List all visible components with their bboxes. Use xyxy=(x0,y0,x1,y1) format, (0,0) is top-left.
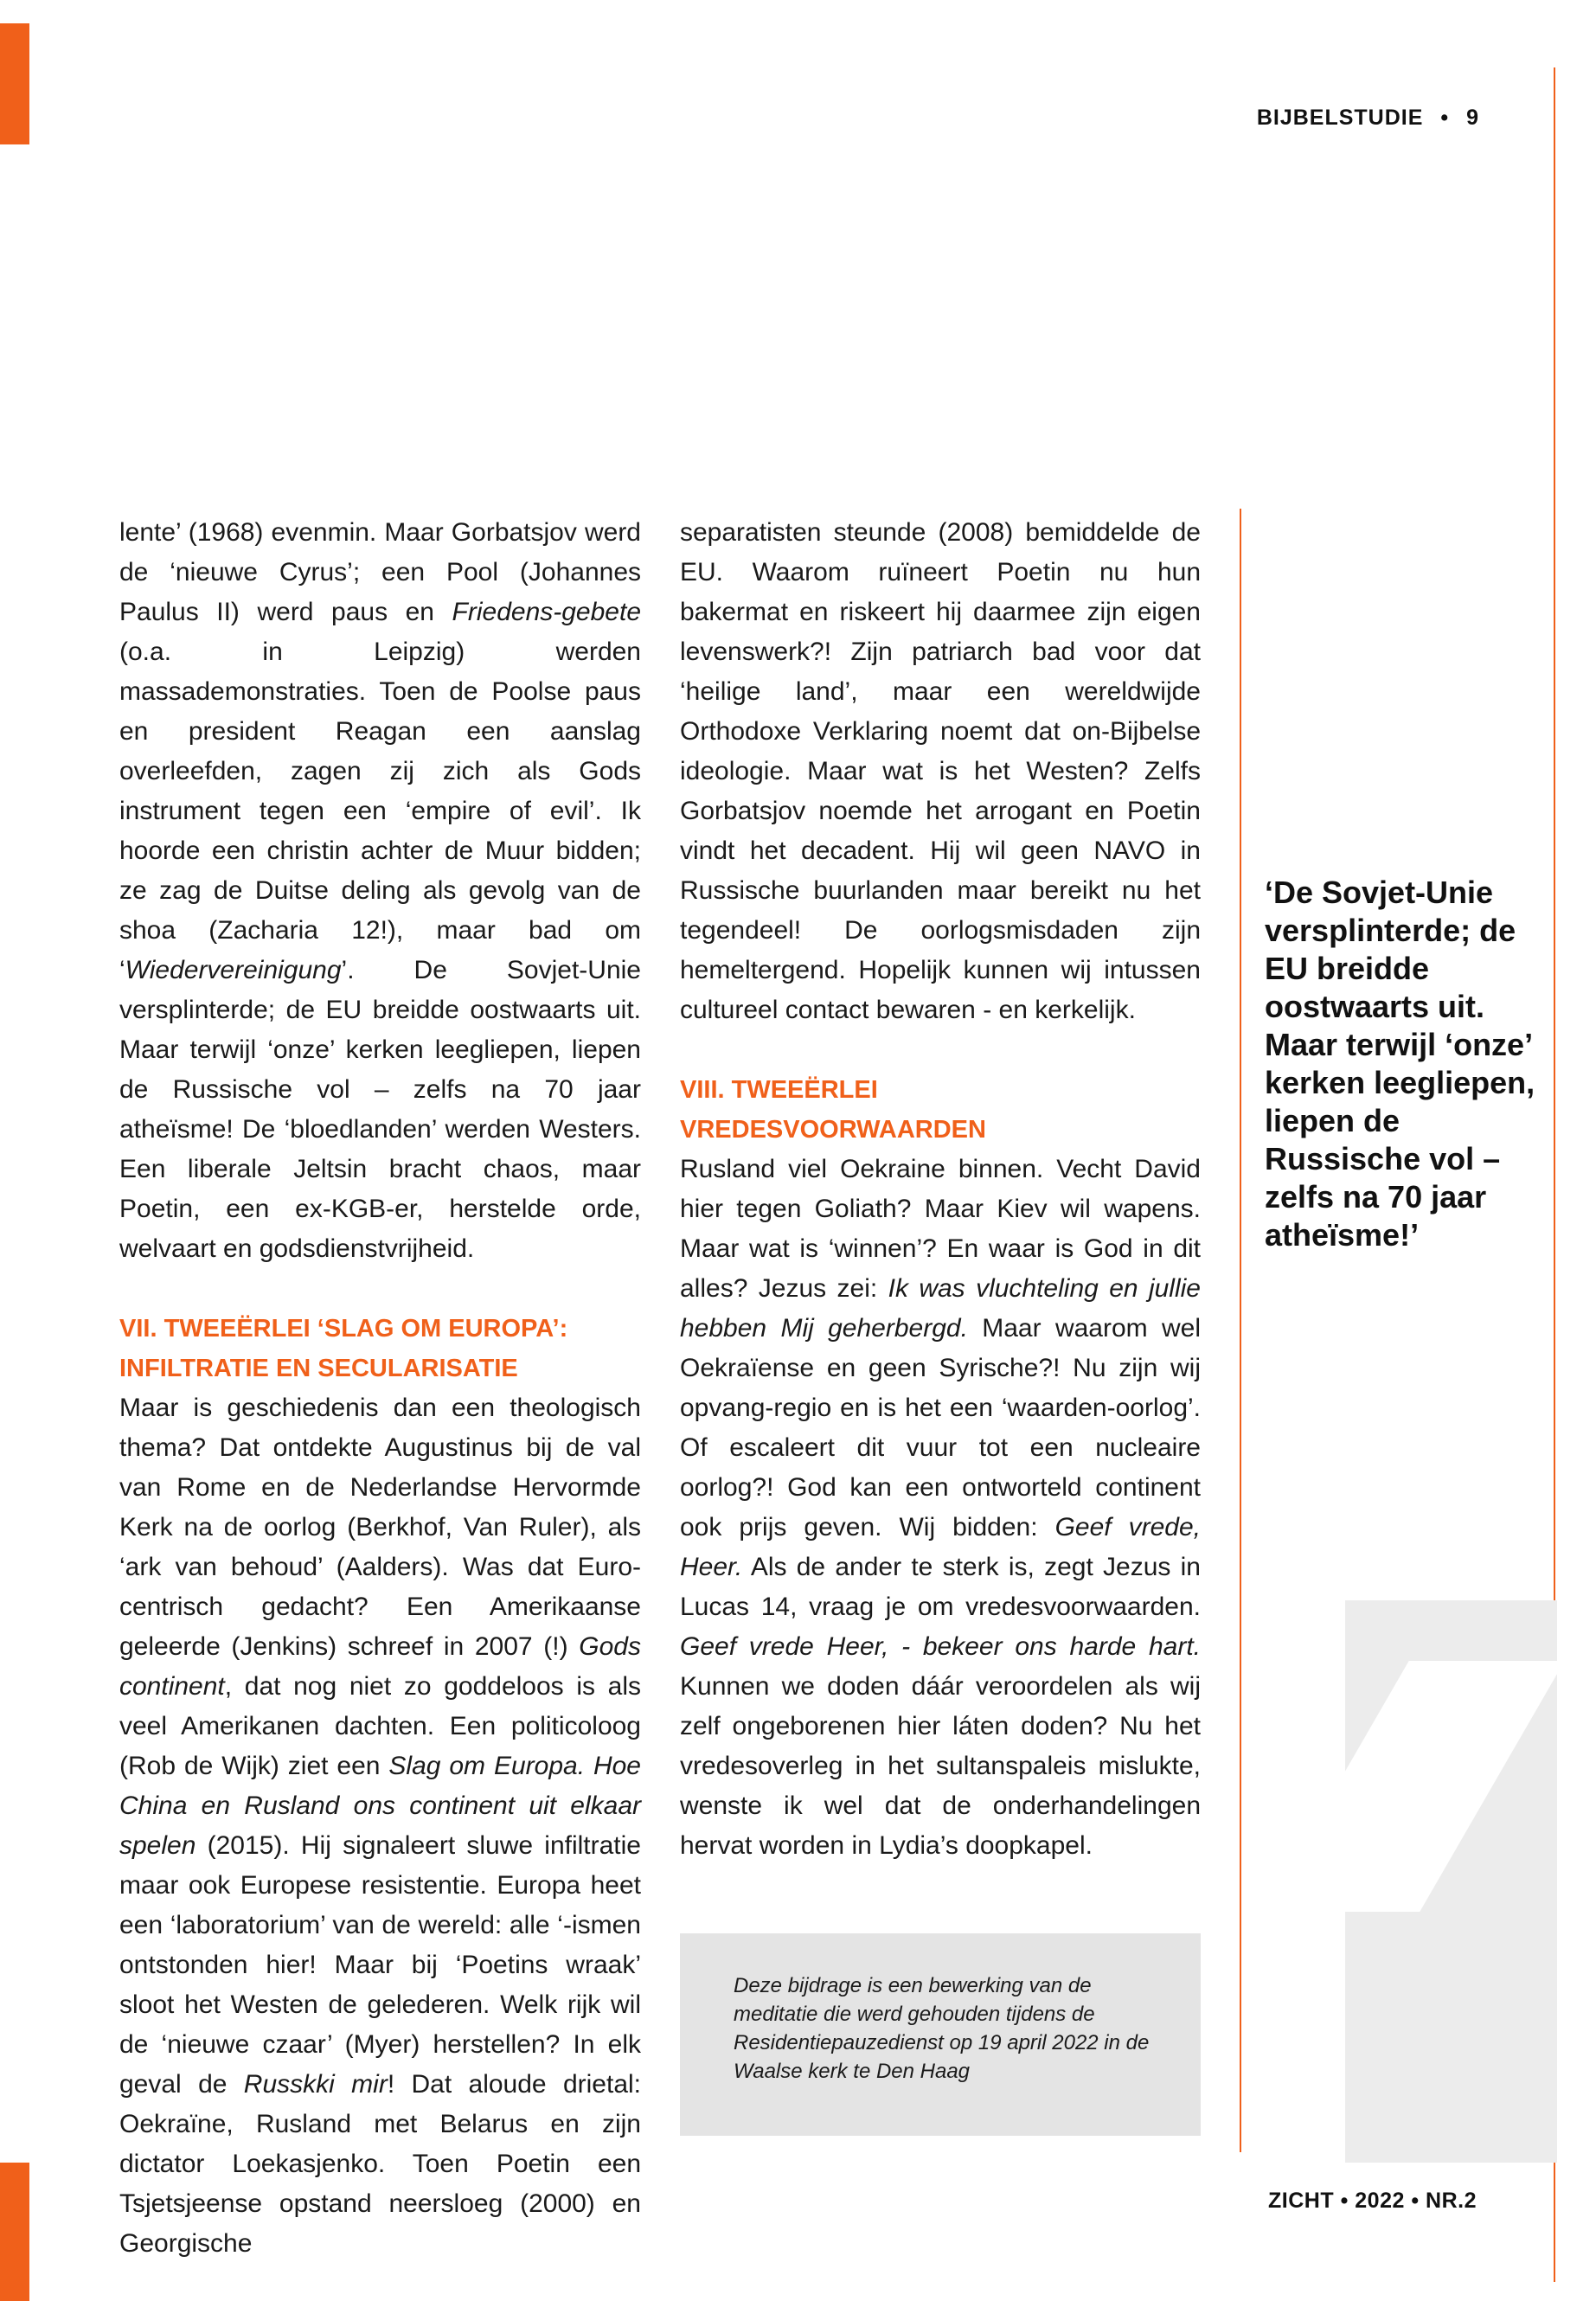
left-column xyxy=(119,513,641,2264)
section-heading: VII. TWEEËRLEI ‘SLAG OM EUROPA’: INFILTRATIE EN SECULARISATIE xyxy=(119,1315,568,1382)
middle-column xyxy=(680,513,1201,2136)
watermark-shape xyxy=(1345,1600,1557,2163)
section-heading: VIII. TWEEËRLEI VREDESVOORWAARDEN xyxy=(680,1076,986,1144)
pull-quote-rule xyxy=(1240,509,1241,2152)
section-title: BIJBELSTUDIE xyxy=(1256,106,1424,130)
paragraph: lente’ (1968) evenmin. Maar Gorbatsjov werd de ‘nieuwe Cyrus’; een Pool (Johannes Paulus II) werd paus en Friedens-gebete (o.a. in Leipzig) werden massademonstraties. Toen de Poolse paus en president Reagan een aanslag overleefden, zagen zij zich als Gods instrument tegen een ‘empire of evil’. Ik hoorde een christin achter de Muur bidden; ze zag de Duitse deling als gevolg van de shoa (Zacharia 12!), maar bad om ‘Wiedervereinigung’. De Sovjet-Unie versplinterde; de EU breidde oostwaarts uit. Maar terwijl ‘onze’ kerken leegliepen, liepen de Russische vol – zelfs na 70 jaar atheïsme! De ‘bloedlanden’ werden Westers. Een liberale Jeltsin bracht chaos, maar Poetin, een ex-KGB-er, herstelde orde, welvaart en godsdienstvrijheid. xyxy=(119,518,641,1263)
pull-quote: ‘De Sovjet-Unie versplinterde; de EU breidde oostwaarts uit. Maar terwijl ‘onze’ kerken leegliepen, liepen de Russische vol – zelfs na 70 jaar atheïsme!’ xyxy=(1265,875,1535,1253)
paragraph: separatisten steunde (2008) bemiddelde de EU. Waarom ruïneert Poetin nu hun bakermat en riskeert hij daarmee zijn eigen levenswerk?! Zijn patriarch bad voor dat ‘heilige land’, maar een wereldwijde Orthodoxe Verklaring noemt dat on-Bijbelse ideologie. Maar wat is het Westen? Zelfs Gorbatsjov noemde het arrogant en Poetin vindt het decadent. Hij wil geen NAVO in Russische buurlanden maar bereikt nu het tegendeel! De oorlogsmisdaden zijn hemeltergend. Hopelijk kunnen wij intussen cultureel contact bewaren - en kerkelijk. xyxy=(680,518,1201,1024)
paragraph: Maar is geschiedenis dan een theologisch thema? Dat ontdekte Augustinus bij de val van Rome en de Nederlandse Hervormde Kerk na de oorlog (Berkhof, Van Ruler), als ‘ark van behoud’ (Aalders). Was dat Euro-centrisch gedacht? Een Amerikaanse geleerde (Jenkins) schreef in 2007 (!) Gods continent, dat nog niet zo goddeloos is als veel Amerikanen dachten. Een politicoloog (Rob de Wijk) ziet een Slag om Europa. Hoe China en Rusland ons continent uit elkaar spelen (2015). Hij signaleert sluwe infiltratie maar ook Europese resistentie. Europa heet een ‘laboratorium’ van de wereld: alle ‘-ismen ontstonden hier! Maar bij ‘Poetins wraak’ sloot het Westen de gelederen. Welk rijk wil de ‘nieuwe czaar’ (Myer) herstellen? In elk geval de Russkki mir! Dat aloude drietal: Oekraïne, Rusland met Belarus en zijn dictator Loekasjenko. Toen Poetin een Tsjetsjeense opstand neersloeg (2000) en Georgische xyxy=(119,1394,642,2258)
bottom-accent-bar xyxy=(0,2163,29,2301)
running-footer: ZICHT • 2022 • NR.2 xyxy=(1268,2189,1477,2213)
paragraph: Rusland viel Oekraine binnen. Vecht David hier tegen Goliath? Maar Kiev wil wapens. Maar wat is ‘winnen’? En waar is God in dit alles? Jezus zei: Ik was vluchteling en jullie hebben Mij geherbergd. Maar waarom wel Oekraïense en geen Syrische?! Nu zijn wij opvang-regio en is het een ‘waarden-oorlog’. Of escaleert dit vuur tot een nucleaire oorlog?! God kan een ontworteld continent ook prijs geven. Wij bidden: Geef vrede, Heer. Als de ander te sterk is, zegt Jezus in Lucas 14, vraag je om vredesvoorwaarden. Geef vrede Heer, - bekeer ons harde hart. Kunnen we doden dáár veroordelen als wij zelf ongeborenen hier láten doden? Nu het vredesoverleg in het sultanspaleis mislukte, wenste ik wel dat de onderhandelingen hervat worden in Lydia’s doopkapel. xyxy=(680,1155,1201,1860)
author-note: Deze bijdrage is een bewerking van de meditatie die werd gehouden tijdens de Residentiepauzedienst op 19 april 2022 in de Waalse kerk te Den Haag xyxy=(680,1933,1201,2136)
page-number: 9 xyxy=(1466,106,1479,130)
header-separator: • xyxy=(1440,106,1450,130)
running-header xyxy=(1257,106,1479,131)
top-accent-bar xyxy=(0,23,29,144)
